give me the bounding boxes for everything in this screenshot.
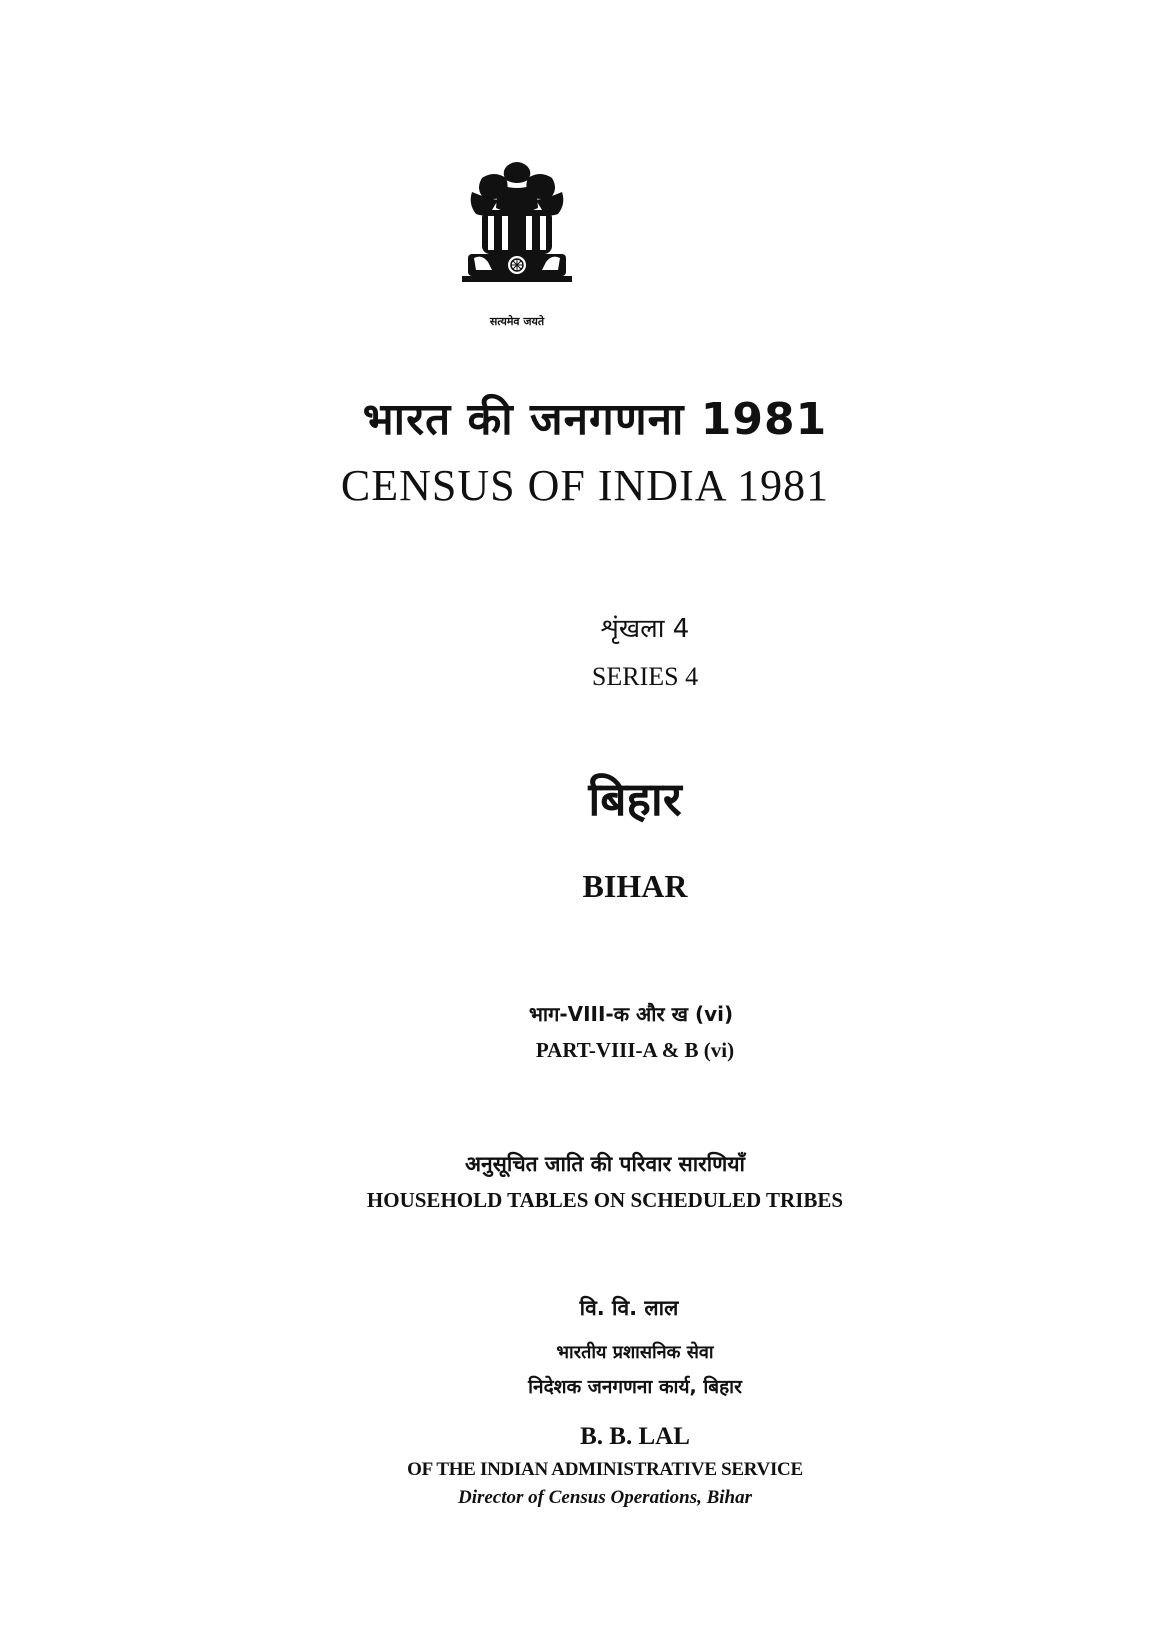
subject-english: HOUSEHOLD TABLES ON SCHEDULED TRIBES [366,1188,844,1212]
author-service-english: OF THE INDIAN ADMINISTRATIVE SERVICE [407,1459,803,1480]
title-english: CENSUS OF INDIA 1981 [340,461,830,510]
part-english: PART-VIII-A & B (vi) [535,1038,735,1062]
series-hindi: शृंखला 4 [600,614,690,644]
series-english: SERIES 4 [591,662,699,691]
author-name-english: B. B. LAL [580,1423,690,1450]
state-english: BIHAR [582,868,688,904]
title-hindi: भारत की जनगणना 1981 [362,394,828,445]
state-hindi: बिहार [588,772,682,826]
ashoka-lion-capital-icon [458,158,576,306]
emblem-motto: सत्यमेव जयते [489,315,545,328]
author-role-english: Director of Census Operations, Bihar [457,1487,753,1508]
author-service-hindi: भारतीय प्रशासनिक सेवा [556,1342,714,1363]
subject-hindi: अनुसूचित जाति की परिवार सारणियाँ [464,1152,745,1176]
part-hindi: भाग-VIII-क और ख (vi) [528,1002,734,1026]
author-name-hindi: वि. वि. लाल [579,1296,679,1320]
author-role-hindi: निदेशक जनगणना कार्य, बिहार [528,1376,742,1398]
state-emblem-icon [458,158,576,306]
